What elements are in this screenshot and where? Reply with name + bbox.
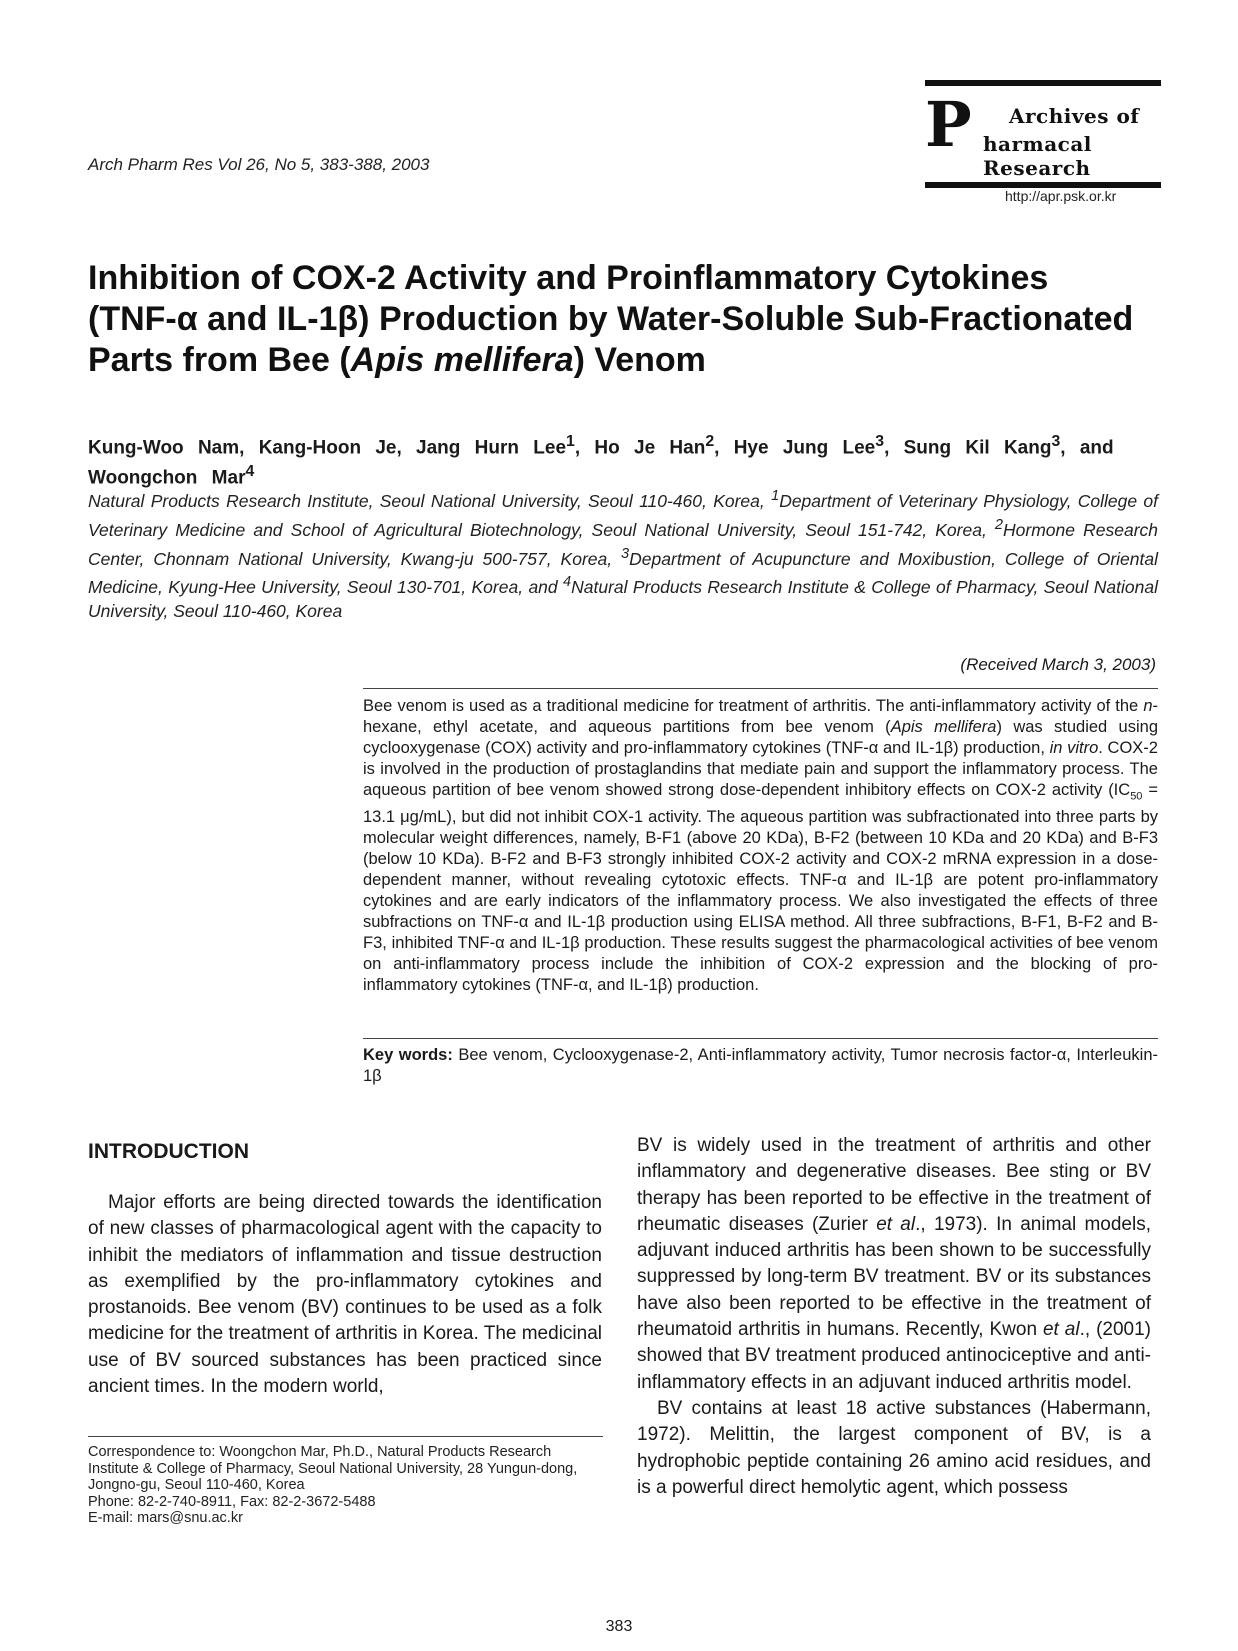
title-species: Apis mellifera — [350, 341, 574, 379]
author-sup: 3 — [875, 433, 885, 450]
journal-citation: Arch Pharm Res Vol 26, No 5, 383-388, 2003 — [88, 155, 430, 174]
keywords — [363, 1045, 1158, 1087]
abstract-text: -hexane, ethyl acetate, and aqueous partitions from bee venom ( — [363, 697, 1158, 736]
affiliation-sup: 3 — [621, 545, 630, 562]
correspondence-address: Correspondence to: Woongchon Mar, Ph.D., Natural Products Research Institute & College of Pharmacy, Seoul National University, 28 Yungun-dong, Jongno-gu, Seoul 110-460, Korea — [88, 1444, 578, 1493]
title-line-1: Inhibition of COX-2 Activity and Proinflammatory Cytokines — [88, 259, 1049, 297]
page-number: 383 — [605, 1618, 633, 1635]
left-column — [88, 1190, 602, 1400]
author-sup: 3 — [1051, 433, 1061, 450]
author-sup: 4 — [245, 463, 255, 481]
author-sup: 2 — [705, 433, 715, 450]
affiliation-sup: 2 — [994, 516, 1004, 533]
logo-line-1: Archives of — [1009, 104, 1140, 128]
author: Hye Jung Lee — [733, 437, 876, 459]
author: Jang Hurn Lee — [416, 437, 567, 459]
citation-etal: et al — [876, 1213, 916, 1235]
received-date: (Received March 3, 2003) — [960, 655, 1156, 674]
affiliation-2: Hormone Research Center, Chonnam National University, Kwang-ju 500-757, Korea, — [88, 519, 1159, 569]
paragraph: BV contains at least 18 active substances (Habermann, 1972). Melittin, the largest component of BV, is a hydrophobic peptide containing 26 amino acid residues, and is a powerful direct hemolytic agent, which possess — [637, 1397, 1151, 1498]
paragraph-text: BV is widely used in the treatment of arthritis and other inflammatory and degenerative diseases. Bee sting or BV therapy has been reported to be effective in the treatment of rheumatic diseases (Zurier — [637, 1135, 1151, 1235]
journal-logo — [925, 80, 1161, 180]
affiliation-1: Department of Veterinary Physiology, College of Veterinary Medicine and School of Agricultural Biotechnology, Seoul National University, Seoul 151-742, Korea, — [88, 490, 1159, 540]
right-column — [637, 1133, 1151, 1501]
section-heading: INTRODUCTION — [88, 1140, 249, 1163]
author: Woongchon Mar — [88, 467, 246, 489]
correspondence-footnote — [88, 1444, 603, 1527]
citation-etal: et al — [1042, 1319, 1080, 1341]
affiliations — [88, 484, 1158, 623]
correspondence-email[interactable]: E-mail: mars@snu.ac.kr — [88, 1510, 243, 1526]
abstract-italic: n — [1143, 697, 1153, 715]
author: Kung-Woo Nam, — [88, 437, 245, 459]
author-list: Kung-Woo Nam, Kang-Hoon Je, Jang Hurn Lee$^1$, Ho Je Han$^2$, Hye Jung Lee$^3$, Sung Kil Kang$^3$, and Woongchon Mar$^4$ — [88, 433, 1114, 489]
abstract — [363, 696, 1158, 996]
logo-top-rule — [925, 80, 1161, 86]
paper-title — [88, 258, 1178, 381]
title-line-2: (TNF-α and IL-1β) Production by Water-Soluble Sub-Fractionated — [88, 300, 1134, 338]
abstract-text: . COX-2 is involved in the production of prostaglandins that mediate pain and support the inflammatory process. The aqueous partition of bee venom showed strong dose-dependent inhibitory effects on COX-2 activity (IC — [363, 739, 1158, 799]
abstract-text: = 13.1 μg/mL), but did not inhibit COX-1 activity. The aqueous partition was subfractionated into three parts by molecular weight differences, namely, B-F1 (above 20 KDa), B-F2 (between 10 KDa and 20 KDa) and B-F3 (below 10 KDa). B-F2 and B-F3 strongly inhibited COX-2 activity and COX-2 mRNA expression in a dose-dependent manner, without revealing cytotoxic effects. TNF-α and IL-1β are potent pro-inflammatory cytokines and are early indicators of the inflammatory process. We also investigated the effects of three subfractions on TNF-α and IL-1β production using ELISA method. All three subfractions, B-F1, B-F2 and B-F3, inhibited TNF-α and IL-1β production. These results suggest the pharmacological activities of bee venom on anti-inflammatory process include the inhibition of COX-2 expression and the blocking of pro-inflammatory cytokines (TNF-α, and IL-1β) production. — [363, 781, 1158, 995]
author: Sung Kil Kang — [903, 437, 1052, 459]
paragraph: Major efforts are being directed towards the identification of new classes of pharmacological agent with the capacity to inhibit the mediators of inflammation and tissue destruction as exemplified by the pro-inflammatory cytokines and prostanoids. Bee venom (BV) continues to be used as a folk medicine for the treatment of arthritis in Korea. The medicinal use of BV sourced substances has been practiced since ancient times. In the modern world, — [88, 1192, 602, 1398]
abstract-text: ) was studied using cyclooxygenase (COX) activity and pro-inflammatory cytokines (TNF-α and IL-1β) production, — [363, 718, 1158, 757]
affiliation-4: Natural Products Research Institute & College of Pharmacy, Seoul National University, Seoul 110-460, Korea — [88, 577, 1159, 622]
affiliation-3: Department of Acupuncture and Moxibustion, College of Oriental Medicine, Kyung-Hee University, Seoul 130-701, Korea, and — [88, 548, 1158, 598]
abstract-italic: Apis mellifera — [890, 718, 997, 736]
title-line-3 — [88, 340, 1178, 381]
correspondence-phone: Phone: 82-2-740-8911, Fax: 82-2-3672-5488 — [88, 1493, 376, 1510]
title-line-3-post: ) Venom — [573, 341, 706, 379]
affiliation-sup: 4 — [563, 574, 572, 591]
abstract-bottom-rule — [363, 1038, 1158, 1039]
keywords-text: Bee venom, Cyclooxygenase-2, Anti-inflammatory activity, Tumor necrosis factor-α, Interleukin-1β — [363, 1046, 1158, 1085]
author-sup: 1 — [566, 433, 575, 450]
affiliation-sup: 1 — [771, 488, 780, 504]
logo-initial: P — [925, 88, 972, 161]
author-and: and — [1079, 437, 1114, 459]
logo-line-2: harmacal Research — [983, 132, 1092, 180]
paragraph — [637, 1133, 1151, 1396]
journal-url[interactable]: http://apr.psk.or.kr — [1005, 188, 1117, 204]
footnote-rule — [88, 1436, 603, 1437]
abstract-text: Bee venom is used as a traditional medicine for treatment of arthritis. The anti-inflammatory activity of the — [363, 697, 1144, 715]
paragraph-text: ., 1973). In animal models, adjuvant induced arthritis has been shown to be successfully suppressed by long-term BV treatment. BV or its substances have also been reported to be effective in the treatment of rheumatoid arthritis in humans. Recently, Kwon — [637, 1213, 1151, 1341]
keywords-label: Key words: — [363, 1046, 453, 1064]
paragraph-text: ., (2001) showed that BV treatment produced antinociceptive and anti-inflammatory effects in an adjuvant induced arthritis model. — [637, 1319, 1151, 1393]
abstract-italic: in vitro — [1049, 739, 1099, 757]
author: Ho Je Han — [594, 437, 706, 459]
abstract-subscript: 50 — [1130, 790, 1143, 803]
title-line-3-pre: Parts from Bee ( — [88, 341, 351, 379]
affiliation-0: Natural Products Research Institute, Seoul National University, Seoul 110-460, Korea, — [88, 490, 772, 511]
abstract-top-rule — [363, 688, 1158, 689]
author: Kang-Hoon Je, — [258, 437, 402, 459]
